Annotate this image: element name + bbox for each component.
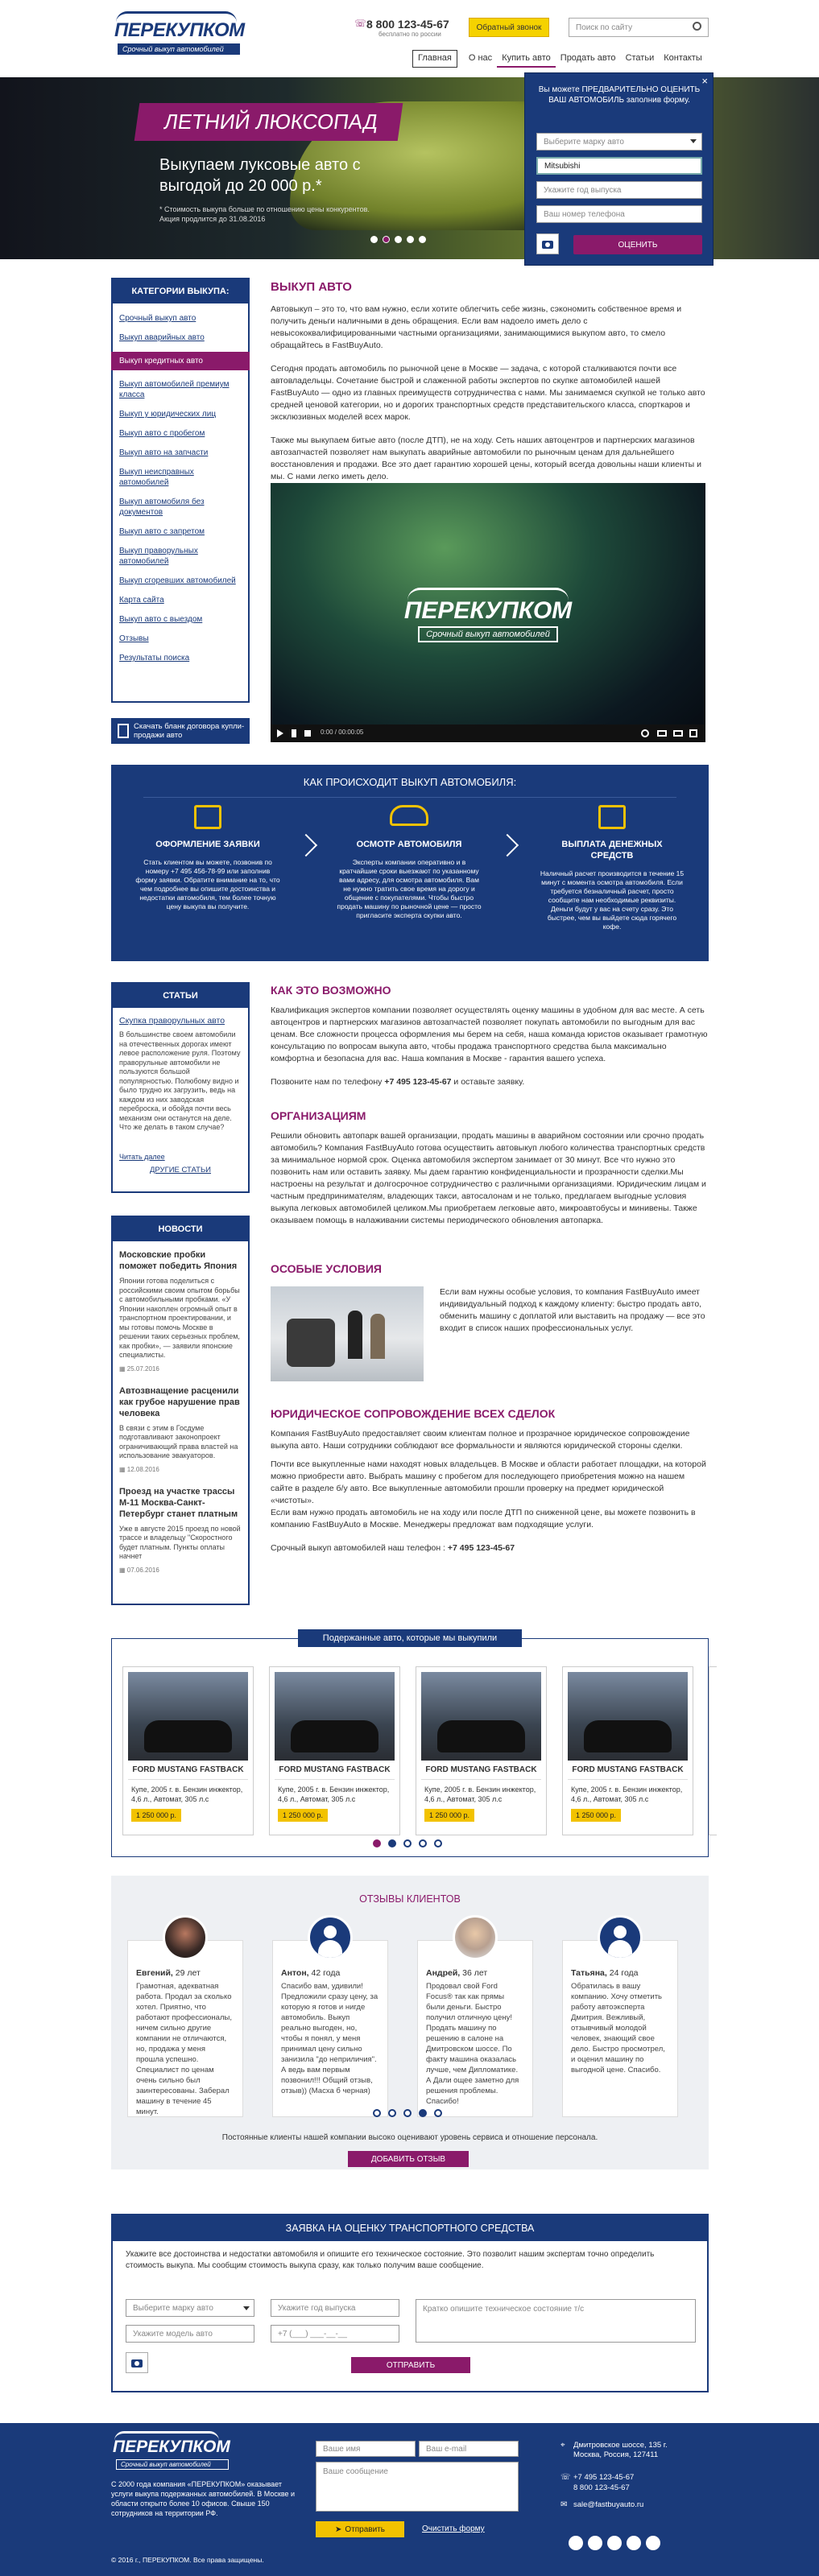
call-tail: и оставьте заявку. bbox=[451, 1077, 525, 1087]
download-contract-button[interactable] bbox=[111, 718, 250, 744]
request-title: ЗАЯВКА НА ОЦЕНКУ ТРАНСПОРТНОГО СРЕДСТВА bbox=[113, 2215, 707, 2241]
news-text: Уже в августе 2015 проезд по новой трассе и владельцу "Скоростного будет платным. Пункты оплаты начнет bbox=[119, 1524, 241, 1560]
twitter-icon[interactable] bbox=[607, 2536, 622, 2550]
arrow-right-icon bbox=[496, 834, 519, 857]
car-photo bbox=[128, 1672, 248, 1761]
sidebar-item[interactable]: Выкуп автомобилей премиум класса bbox=[119, 380, 230, 399]
application-icon bbox=[194, 805, 221, 829]
main-paragraph: Сегодня продать автомобиль по рыночной цене в Москве — задача, с которой сталкиваются почти все автовладельцы. Сочетание быстрой и слаженной работы экспертов по скупке автомобилей нашей FastBuyAuto — одно из главных преимуществ сотрудничества с нами. Мы занимаемся скупкой не только авто средней ценовой категории, но и дорогих транспортных средств представительского класса, спорткаров и эксклюзивных моделей всех марок. bbox=[271, 364, 705, 422]
download-label: Скачать бланк договора купли-продажи авто bbox=[134, 722, 245, 740]
main-content bbox=[271, 280, 705, 494]
review-text: Обратилась в вашу компанию. Хочу отметить работу автоэксперта Дмитрия. Вежливый, отзывчивый молодой человек, знающий свое дело. Быстро просмотрел, и оценил машину по выгодной цене. Спасибо. bbox=[571, 1982, 665, 2074]
camera-icon[interactable] bbox=[126, 2352, 148, 2373]
car-price: 1 250 000 р. bbox=[278, 1809, 328, 1822]
review-name: Андрей, bbox=[426, 1968, 461, 1978]
money-icon bbox=[598, 805, 626, 829]
avatar bbox=[453, 1915, 498, 1960]
footer-name-input[interactable]: Ваше имя bbox=[316, 2441, 416, 2457]
model-input[interactable]: Mitsubishi bbox=[536, 157, 702, 175]
footer-send-button[interactable] bbox=[316, 2521, 404, 2537]
review-dot-active[interactable] bbox=[419, 2109, 427, 2117]
avatar bbox=[163, 1915, 208, 1960]
search-input[interactable]: Поиск по сайту bbox=[569, 18, 709, 37]
car-price: 1 250 000 р. bbox=[424, 1809, 474, 1822]
news-item bbox=[113, 1381, 248, 1473]
footer-email-input[interactable]: Ваш e-mail bbox=[419, 2441, 519, 2457]
evaluate-button[interactable]: ОЦЕНИТЬ bbox=[573, 235, 702, 254]
section-title: ЮРИДИЧЕСКОЕ СОПРОВОЖДЕНИЕ ВСЕХ СДЕЛОК bbox=[271, 1407, 556, 1420]
sidebar-item[interactable]: Выкуп авто на запчасти bbox=[119, 448, 209, 457]
news-date bbox=[119, 1365, 242, 1373]
video-controls bbox=[271, 724, 705, 742]
close-icon[interactable]: × bbox=[701, 75, 708, 87]
call-text: Срочный выкуп автомобилей наш телефон : bbox=[271, 1543, 448, 1553]
footer-phone-icon: ☏ bbox=[560, 2473, 571, 2482]
review-text: Грамотная, адекватная работа. Продал за сколько хотел. Приятно, что работают профессионалы, ничем сильно другие компании не отличаются, но, продажа у меня прошла успешно. Специалист по ценам очень сильно был заинтересованы. Заберал машину в течение 45 минут. bbox=[136, 1982, 232, 2116]
news-date bbox=[119, 1567, 242, 1574]
request-phone-input[interactable]: +7 (___) ___-__-__ bbox=[271, 2325, 399, 2343]
carousel-dot-magenta[interactable] bbox=[373, 1839, 381, 1847]
categories-panel bbox=[111, 278, 250, 703]
request-description[interactable]: Кратко опишите техническое состояние т/с bbox=[416, 2299, 696, 2343]
settings-icon[interactable] bbox=[641, 729, 649, 737]
news-text: Японии готова поделиться с российскими своим опытом борьбы с автомобильными пробками. «У Японии накоплен огромный опыт в транспортном проектировании, и мы готовы помочь Москве в решении таких серьезных проблем, как пробки», — заявили японские специалисты. bbox=[119, 1277, 240, 1359]
main-paragraph: Также мы выкупаем битые авто (после ДТП), не на ходу. Сеть наших автоцентров и партнерских магазинов автозапчастей позволяет нам выкупать аварийные автомобили по рыночным ценам для дальнейшего восстановления и продажи. Все это дает гарантию хорошей цены, который всегда довольны наши клиенты и мы. С нами легко иметь дело. bbox=[271, 436, 701, 481]
document-icon bbox=[118, 724, 129, 738]
nav-home[interactable]: Главная bbox=[412, 50, 457, 68]
step-text: Эксперты компании оперативно и в кратчайшие сроки выезжают по указанному вами адресу, для осмотра автомобиля. Вам не нужно тратить свое время на дорогу и общение с покупателями. Чтобы быстро продать машину по рыночной цене — просто пригласите эксперта скупки авто. bbox=[337, 858, 482, 919]
nav-contacts[interactable]: Контакты bbox=[664, 53, 702, 63]
request-year-input[interactable]: Укажите год выпуска bbox=[271, 2299, 399, 2317]
vk-icon[interactable] bbox=[588, 2536, 602, 2550]
news-panel bbox=[111, 1216, 250, 1605]
review-name: Татьяна, bbox=[571, 1968, 607, 1978]
carousel-dot[interactable] bbox=[388, 1839, 396, 1847]
special-section bbox=[271, 1262, 709, 1333]
step-text: Стать клиентом вы можете, позвонив по номеру +7 495 456-78-99 или заполнив форму заявки. Обратите внимание на то, что чем подробнее вы опишите достоинства и недостатки автомобиля, тем более точную цену выкупа вы получите. bbox=[135, 858, 280, 910]
main-nav bbox=[412, 50, 707, 68]
review-text: Спасибо вам, удивили! Предложили сразу цену, за которую я готов и нигде автомобиль. Выкуп реально выгоден, но, чтобы я понял, у меня принимал цену сильно занизила "до неприличия". А ведь вам первым позвонил!!! Общий отзыв, отзыв)) (Масха б черная) bbox=[281, 1982, 378, 2095]
sidebar-item[interactable]: Выкуп авто с выездом bbox=[119, 615, 203, 624]
header bbox=[0, 0, 819, 77]
review-card bbox=[127, 1940, 243, 2117]
other-articles-link[interactable]: ДРУГИЕ СТАТЬИ bbox=[149, 1166, 212, 1174]
process-step bbox=[329, 805, 490, 920]
phone-input[interactable]: Ваш номер телефона bbox=[536, 205, 702, 223]
footer-about: С 2000 года компания «ПЕРЕКУПКОМ» оказывает услуги выкупа подержанных автомобилей. В Москве и области открыто более 10 офисов. Свыше 150 сотрудников на территории РФ. bbox=[111, 2480, 296, 2517]
car-photo bbox=[421, 1672, 541, 1761]
news-date-text: 07.06.2016 bbox=[126, 1566, 159, 1574]
review-dot[interactable] bbox=[388, 2109, 396, 2117]
video-logo-text: ПЕРЕКУПКОМ bbox=[403, 597, 573, 624]
car-photo bbox=[568, 1672, 688, 1761]
process-section bbox=[111, 765, 709, 961]
sidebar-item[interactable]: Карта сайта bbox=[119, 596, 164, 605]
car-desc: Купе, 2005 г. в. Бензин инжектор, 4,6 л., Автомат, 305 л.с bbox=[278, 1785, 390, 1803]
section-title: ОРГАНИЗАЦИЯМ bbox=[271, 1109, 366, 1122]
avatar-placeholder bbox=[308, 1915, 353, 1960]
logo-slogan: Срочный выкуп автомобилей bbox=[118, 43, 240, 55]
carousel-dot[interactable] bbox=[403, 1839, 412, 1847]
nav-buy[interactable]: Купить авто bbox=[497, 50, 556, 68]
footer-copyright: © 2016 г., ПЕРЕКУПКОМ. Все права защищены. bbox=[111, 2556, 264, 2564]
section-text: Компания FastBuyAuto предоставляет своим клиентам полное и прозрачное юридическое сопровождение выкупа авто. Наши сотрудники соблюдают все формальности и являются юридической стороны сделки. bbox=[271, 1429, 690, 1451]
news-headline[interactable]: Проезд на участке трассы М-11 Москва-Санкт-Петербург станет платным bbox=[119, 1486, 238, 1519]
reviews-title: ОТЗЫВЫ КЛИЕНТОВ bbox=[359, 1893, 461, 1905]
brand-select[interactable]: Выберите марку авто bbox=[536, 133, 702, 151]
request-brand-select[interactable]: Выберите марку авто bbox=[126, 2299, 254, 2317]
year-input[interactable]: Укажите год выпуска bbox=[536, 181, 702, 199]
section-text: Если вам нужны особые условия, то компания FastBuyAuto имеет индивидуальный подход к каждому клиенту: быстро продать авто, обменить машину с доплатой или выставить на продажу — все это входит в список наших профессиональных услуг. bbox=[440, 1287, 705, 1333]
reviews-note: Постоянные клиенты нашей компании высоко оценивают уровень сервиса и отношение персонала. bbox=[221, 2133, 598, 2142]
theater-icon[interactable] bbox=[657, 730, 667, 737]
sidebar-item[interactable]: Выкуп авто с запретом bbox=[119, 527, 205, 536]
step-text: Наличный расчет производится в течение 15 минут с момента осмотра автомобиля. Если требуется безналичный расчет, просто сообщите нам необходимые реквизиты. Деньги будут у вас на счету сразу. Это быстрее, чем вы выйдете сюда горячего кофе. bbox=[540, 869, 685, 931]
article-title[interactable]: Скупка праворульных авто bbox=[119, 1016, 225, 1026]
chevron-down-icon bbox=[243, 2306, 250, 2310]
nav-sell[interactable]: Продать авто bbox=[560, 53, 616, 63]
process-title: КАК ПРОИСХОДИТ ВЫКУП АВТОМОБИЛЯ: bbox=[303, 776, 517, 788]
sidebar-item[interactable]: Выкуп неисправных автомобилей bbox=[119, 468, 194, 487]
car-desc: Купе, 2005 г. в. Бензин инжектор, 4,6 л., Автомат, 305 л.с bbox=[131, 1785, 243, 1803]
footer-clear-link[interactable]: Очистить форму bbox=[422, 2524, 485, 2533]
news-headline[interactable]: Московские пробки поможет победить Япония bbox=[119, 1250, 238, 1271]
logo[interactable] bbox=[111, 11, 248, 56]
footer-email[interactable]: sale@fastbuyauto.ru bbox=[573, 2500, 644, 2509]
footer-phone-1[interactable]: +7 495 123-45-67 bbox=[573, 2473, 635, 2482]
section-title: КАК ЭТО ВОЗМОЖНО bbox=[271, 984, 391, 997]
calendar-icon: ▦ bbox=[119, 1566, 127, 1574]
car-price: 1 250 000 р. bbox=[571, 1809, 621, 1822]
sidebar-item-active[interactable]: Выкуп кредитных авто bbox=[111, 352, 250, 370]
slide-dot-active[interactable] bbox=[383, 236, 390, 243]
section-call bbox=[271, 1076, 709, 1088]
mail-icon: ✉ bbox=[560, 2500, 568, 2509]
carousel-dot[interactable] bbox=[419, 1839, 427, 1847]
review-dot[interactable] bbox=[434, 2109, 442, 2117]
car-desc: Купе, 2005 г. в. Бензин инжектор, 4,6 л., Автомат, 305 л.с bbox=[424, 1785, 536, 1803]
sidebar-item[interactable]: Результаты поиска bbox=[119, 654, 190, 663]
hero-subtitle: Выкупаем луксовые авто с выгодой до 20 000 р.* bbox=[159, 156, 361, 195]
hero-slider-dots bbox=[370, 236, 426, 243]
review-author bbox=[426, 1968, 524, 1978]
section-text: Почти все выкупленные нами находят новых владельцев. В Москве и области работает площадки, на которой можно приобрести авто. Выбрать машину с пробегом для последующего приобретения можно на нашем сайте в разделе б/у авто. Все выкупленные автомобили прошли проверку на предмет юридической «чистоты». bbox=[271, 1459, 706, 1505]
step-title: ВЫПЛАТА ДЕНЕЖНЫХ СРЕДСТВ bbox=[561, 840, 663, 861]
review-dot[interactable] bbox=[403, 2109, 412, 2117]
send-request-button[interactable]: ОТПРАВИТЬ bbox=[351, 2357, 470, 2373]
calendar-icon: ▦ bbox=[119, 1465, 127, 1473]
car-name: FORD MUSTANG FASTBACK bbox=[425, 1765, 537, 1774]
car-card[interactable] bbox=[269, 1666, 400, 1835]
read-more-link[interactable]: Читать далее bbox=[119, 1153, 165, 1161]
slide-dot[interactable] bbox=[419, 236, 426, 243]
review-name: Евгений, bbox=[136, 1968, 173, 1978]
logo-text: ПЕРЕКУПКОМ bbox=[114, 19, 245, 41]
section-text: Решили обновить автопарк вашей организации, продать машины в аварийном состоянии или срочно продать автомобиль? Компания FastBuyAuto готова осуществить автовыкуп любого количества транспортных средств за минимальное нормой срок. Оценка автомобиля экспертом занимает от 30 минут. Все что нужно это позвонить нам или оставить заявку. Мы даем гарантию конфиденциальности и прозрачности сделки.Мы настроены на результат и долгосрочное сотрудничество с различными организациями. Юридическим лицам и частным предпринимателям, владеющих такси, автосалонам и не только, предлагаем выгодные условия выкупа легковых автомобилей целиком.Мы приобретаем легковые авто, микроавтобусы и минивены. Также оказываем помощь в налаживании системы периодического обновления автопарка. bbox=[271, 1131, 706, 1225]
sidebar-item[interactable]: Выкуп сгоревших автомобилей bbox=[119, 576, 236, 585]
review-age: 24 года bbox=[609, 1968, 639, 1978]
main-paragraph: Автовыкуп – это то, что вам нужно, если хотите облегчить себе жизнь, сэкономить собственное время и получить деньги наличными в день обращения. Если вам надоело иметь дело с невысококвалифицированными частными организациями, занимающимися выкупом авто, то смело обращайтесь в FastBuyAuto. bbox=[271, 304, 682, 350]
section-text: Квалификация экспертов компании позволяет осуществлять оценку машины в удобном для вас месте. А сеть автоцентров и партнерских магазинов автозапчастей позволяет покупать автомобили по выгодным для вас ценам. Все сложности процесса оформления мы берем на себя, наша команда юристов оказывает грамотную консультацию по вопросам выкупа авто, чтобы продажа транспортного средства была максимально комфортна и безопасна для вас. Наша компания в Москве - гарантия вашего успеха. bbox=[271, 1005, 708, 1063]
page-title: ВЫКУП АВТО bbox=[271, 280, 352, 294]
call-phone[interactable]: +7 495 123-45-67 bbox=[384, 1077, 452, 1087]
sidebar-item[interactable]: Срочный выкуп авто bbox=[119, 314, 196, 323]
search-icon[interactable] bbox=[693, 22, 701, 31]
sidebar-item[interactable]: Выкуп авто с пробегом bbox=[119, 429, 205, 438]
sidebar-item[interactable]: Выкуп праворульных автомобилей bbox=[119, 547, 198, 566]
avatar-placeholder bbox=[598, 1915, 643, 1960]
sidebar-item[interactable]: Выкуп автомобиля без документов bbox=[119, 497, 205, 517]
section-title: ОСОБЫЕ УСЛОВИЯ bbox=[271, 1262, 382, 1275]
info-sections bbox=[271, 984, 709, 1238]
sidebar-item[interactable]: Выкуп аварийных авто bbox=[119, 333, 205, 342]
social-icons bbox=[569, 2536, 660, 2550]
phone-icon: ☏ bbox=[354, 18, 367, 29]
arrow-right-icon bbox=[295, 834, 317, 857]
step-title: ОСМОТР АВТОМОБИЛЯ bbox=[356, 840, 462, 849]
camera-icon[interactable] bbox=[536, 233, 559, 254]
calendar-icon: ▦ bbox=[119, 1364, 127, 1373]
news-date bbox=[119, 1466, 242, 1473]
news-item bbox=[113, 1481, 248, 1574]
instagram-icon[interactable] bbox=[646, 2536, 660, 2550]
location-icon: ⌖ bbox=[560, 2441, 565, 2450]
process-step bbox=[532, 805, 693, 931]
facebook-icon[interactable] bbox=[569, 2536, 583, 2550]
request-section bbox=[111, 2214, 709, 2392]
fullscreen-icon[interactable] bbox=[689, 729, 697, 737]
news-title: НОВОСТИ bbox=[113, 1217, 248, 1241]
section-call bbox=[271, 1542, 709, 1554]
car-card-partial[interactable] bbox=[709, 1666, 717, 1835]
review-dot[interactable] bbox=[373, 2109, 381, 2117]
nav-articles[interactable]: Статьи bbox=[625, 53, 655, 63]
request-text: Укажите все достоинства и недостатки автомобиля и опишите его техническое состояние. Это позволит нашим экспертам точно определить стоимость выкупа. Мы сообщим стоимость выкупа сразу, как только получим ваше сообщение. bbox=[126, 2250, 655, 2270]
review-author bbox=[571, 1968, 669, 1978]
review-age: 29 лет bbox=[175, 1968, 201, 1978]
send-icon: ➤ bbox=[335, 2524, 342, 2534]
slide-dot[interactable] bbox=[370, 236, 378, 243]
car-photo bbox=[275, 1672, 395, 1761]
step-title: ОФОРМЛЕНИЕ ЗАЯВКИ bbox=[155, 840, 260, 849]
odnoklassniki-icon[interactable] bbox=[627, 2536, 641, 2550]
car-card[interactable] bbox=[562, 1666, 693, 1835]
footer-message-input[interactable]: Ваше сообщение bbox=[316, 2462, 519, 2512]
footer-logo-slogan: Срочный выкуп автомобилей bbox=[116, 2459, 229, 2470]
car-name: FORD MUSTANG FASTBACK bbox=[279, 1765, 391, 1774]
callback-button[interactable]: Обратный звонок bbox=[469, 18, 549, 37]
car-card[interactable] bbox=[122, 1666, 254, 1835]
section-text: Если вам нужно продать автомобиль не на ходу или после ДТП по сниженной цене, вы можете позвонить в компанию FastBuyAuto в Москве. Менеджеры предложат вам подходящие услуги. bbox=[271, 1508, 696, 1530]
carousel-dot[interactable] bbox=[434, 1839, 442, 1847]
article-text: В большинстве своем автомобили на отечественных дорогах имеют левое расположение руля. Поэтому праворульные автомобили не пользуются большой популярностью. Полюбому видно и было трудно их загрузить, ведь на каждом из них заводская переброска, и обойдя почти весь механизм они останутся на деле. Что же делать в таком случае? bbox=[119, 1030, 241, 1131]
sidebar-item[interactable]: Отзывы bbox=[119, 634, 149, 643]
popup-title: Вы можете ПРЕДВАРИТЕЛЬНО ОЦЕНИТЬ ВАШ АВТОМОБИЛЬ заполнив форму. bbox=[538, 85, 701, 105]
news-date-text: 12.08.2016 bbox=[126, 1465, 159, 1473]
cast-icon[interactable] bbox=[673, 730, 683, 737]
call-phone[interactable]: +7 495 123-45-67 bbox=[447, 1543, 515, 1553]
slide-dot[interactable] bbox=[407, 236, 414, 243]
car-icon bbox=[390, 805, 428, 826]
review-age: 36 лет bbox=[462, 1968, 488, 1978]
car-name: FORD MUSTANG FASTBACK bbox=[132, 1765, 244, 1774]
review-author bbox=[281, 1968, 379, 1978]
footer-logo[interactable] bbox=[111, 2431, 232, 2471]
volume-icon[interactable] bbox=[304, 730, 311, 737]
play-icon[interactable] bbox=[277, 729, 283, 737]
valuation-popup bbox=[524, 72, 714, 266]
car-desc: Купе, 2005 г. в. Бензин инжектор, 4,6 л., Автомат, 305 л.с bbox=[571, 1785, 683, 1803]
footer-send-label: Отправить bbox=[345, 2524, 385, 2534]
hero-note: * Стоимость выкупа больше по отношению цены конкурентов. Акция продлится до 31.08.2016 bbox=[159, 205, 370, 223]
articles-title: СТАТЬИ bbox=[113, 984, 248, 1008]
legal-section bbox=[271, 1407, 709, 1566]
categories-title: КАТЕГОРИИ ВЫКУПА: bbox=[113, 279, 248, 303]
process-step bbox=[127, 805, 288, 911]
footer-phone-2[interactable]: 8 800 123-45-67 bbox=[573, 2483, 630, 2492]
review-card bbox=[562, 1940, 678, 2117]
winter-photo bbox=[271, 1286, 424, 1381]
hero-title: ЛЕТНИЙ ЛЮКСОПАД bbox=[134, 103, 403, 141]
video-logo bbox=[391, 588, 585, 642]
car-card[interactable] bbox=[416, 1666, 547, 1835]
header-phone-note: бесплатно по россии bbox=[378, 31, 441, 38]
header-phone[interactable]: 8 800 123-45-67 bbox=[366, 18, 449, 31]
review-text: Продовал свой Ford Focus® так как прямы были деньги. Быстро получил отличную цену! Продать машину по решению в салоне на Дмитровском шоссе. По факту машина оказалась лучше, чем Дипломатике. А Дали ощее заметно для решения проблемы. Спасибо! bbox=[426, 1982, 519, 2106]
review-name: Антон, bbox=[281, 1968, 309, 1978]
news-date-text: 25.07.2016 bbox=[126, 1364, 159, 1373]
review-author bbox=[136, 1968, 234, 1978]
news-headline[interactable]: Автозвнащение расценили как грубое нарушение прав человека bbox=[119, 1385, 240, 1418]
chevron-down-icon bbox=[690, 139, 697, 143]
news-text: В связи с этим в Госдуме подготавливают законопроект ограничивающий права властей на использование эвакуаторов. bbox=[119, 1423, 238, 1459]
slide-dot[interactable] bbox=[395, 236, 402, 243]
footer-logo-text: ПЕРЕКУПКОМ bbox=[113, 2438, 230, 2456]
process-title-line bbox=[143, 797, 676, 798]
add-review-button[interactable]: ДОБАВИТЬ ОТЗЫВ bbox=[348, 2151, 469, 2167]
car-name: FORD MUSTANG FASTBACK bbox=[572, 1765, 684, 1774]
articles-panel bbox=[111, 982, 250, 1193]
review-card bbox=[417, 1940, 533, 2117]
request-model-input[interactable]: Укажите модель авто bbox=[126, 2325, 254, 2343]
sidebar-item[interactable]: Выкуп у юридических лиц bbox=[119, 410, 217, 419]
news-item bbox=[113, 1241, 248, 1373]
next-icon[interactable] bbox=[292, 729, 298, 737]
sold-cars-title: Подержанные авто, которые мы выкупили bbox=[298, 1629, 522, 1647]
call-text: Позвоните нам по телефону bbox=[271, 1077, 385, 1087]
video-logo-slogan: Срочный выкуп автомобилей bbox=[418, 626, 558, 642]
footer bbox=[0, 2423, 819, 2576]
review-age: 42 года bbox=[311, 1968, 341, 1978]
footer-address: Дмитровское шоссе, 135 г. Москва, Россия, 127411 bbox=[573, 2441, 668, 2459]
review-card bbox=[272, 1940, 388, 2117]
car-price: 1 250 000 р. bbox=[131, 1809, 181, 1822]
video-player[interactable] bbox=[271, 483, 705, 742]
video-time: 0:00 / 00:00:05 bbox=[321, 729, 364, 736]
nav-about[interactable]: О нас bbox=[468, 53, 493, 63]
